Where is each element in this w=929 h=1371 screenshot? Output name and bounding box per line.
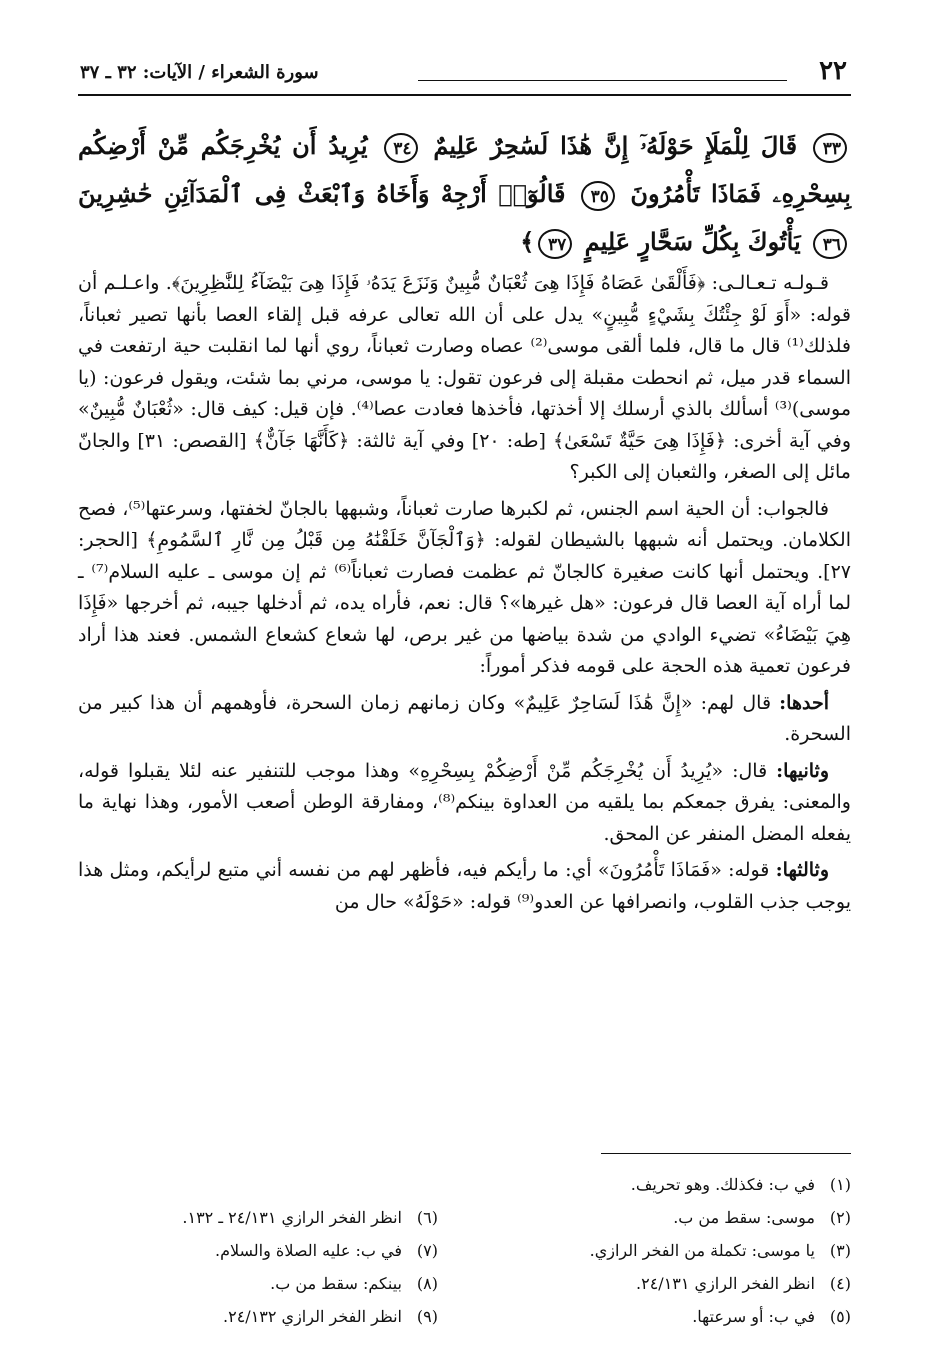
ayah-text: يَأْتُوكَ بِكُلِّ سَحَّارٍ عَلِيمٍ — [584, 227, 801, 256]
footnote-number: (٥) — [829, 1307, 851, 1326]
footnote — [491, 1234, 851, 1267]
ayah-text: قَالَ لِلْمَلَإِ حَوْلَهُۥٓ إِنَّ هَٰذَا لَسَٰحِرٌ عَلِيمٌ — [433, 131, 798, 160]
footnote — [108, 1201, 438, 1234]
footnote-text: في ب: عليه الصلاة والسلام. — [214, 1241, 402, 1260]
footnote-number: (٩) — [416, 1307, 438, 1326]
ayah-text: قَالُوٓا۟ أَرْجِهْ وَأَخَاهُ وَٱبْعَثْ فِى ٱلْمَدَآئِنِ حَٰشِرِينَ — [78, 179, 566, 208]
footnote — [108, 1234, 438, 1267]
paragraph-lead: وثالثها: — [775, 859, 829, 881]
footnotes-column-left — [108, 1201, 438, 1333]
running-title: سورة الشعراء / الآيات: ٣٢ ـ ٣٧ — [80, 62, 319, 83]
paragraph: قـولـه تـعـالـى: ﴿فَأَلْقَىٰ عَصَاهُ فَإِذَا هِىَ ثُعْبَانٌ مُّبِينٌ وَنَزَعَ يَدَهُۥ فَإِذَا هِىَ بَيْضَآءُ لِلنَّٰظِرِينَ﴾. واعـلـم أن قوله: «أَوَ لَوْ جِئْتُكَ بِشَيْءٍ مُّبِينٍ» يدل على أن الله تعالى عرفه قبل إلقاء العصا بأنها تصير ثعباناً، فلذلك⁽¹⁾ قال ما قال، فلما ألقى موسى⁽²⁾ عصاه وصارت ثعباناً، روي أنها لما انقلبت حية ارتفعت في السماء قدر ميل، ثم انحطت مقبلة إلى فرعون تقول: يا موسى، مرني بما شئت، ويقول فرعون: (يا موسى)⁽³⁾ أسألك بالذي أرسلك إلا أخذتها، فأخذها فعادت عصا⁽⁴⁾. فإن قيل: كيف قال: «ثُعْبَانٌ مُّبِينٌ» وفي آية أخرى: ﴿فَإِذَا هِىَ حَيَّةٌ تَسْعَىٰ﴾ [طه: ٢٠] وفي آية ثالثة: ﴿كَأَنَّهَا جَآنٌّ﴾ [القصص: ٣١] والجانّ مائل إلى الصغر، والثعبان إلى الكبر؟ — [78, 272, 851, 483]
page-header — [78, 54, 851, 96]
footnote-number: (١) — [829, 1175, 851, 1194]
footnote-text: في ب: فكذلك. وهو تحريف. — [630, 1175, 815, 1194]
footnote-number: (٣) — [829, 1241, 851, 1260]
quran-verses — [78, 122, 851, 266]
paragraph — [78, 756, 851, 851]
quran-close-bracket: ﴾ — [520, 227, 535, 256]
paragraph-lead: وثانيها: — [776, 759, 829, 782]
paragraph — [78, 855, 851, 918]
ayah-number: ٣٥ — [581, 181, 615, 211]
paragraph — [78, 688, 851, 751]
footnote — [491, 1168, 851, 1201]
footnote-number: (٦) — [416, 1208, 438, 1227]
footnote-text: انظر الفخر الرازي ٢٤/١٣٢. — [223, 1307, 402, 1326]
header-rule — [418, 80, 787, 81]
footnote-text: انظر الفخر الرازي ٢٤/١٣١ ـ ١٣٢. — [182, 1208, 402, 1227]
paragraph-text: قال لهم: «إِنَّ هَٰذَا لَسَاحِرٌ عَلِيمٌ» وكان زمانهم زمان السحرة، فأوهمهم أن هذا كبير من السحرة. — [78, 691, 851, 745]
ayah-text: يُرِيدُ أَن يُخْرِجَكُم مِّنْ أَرْضِكُم بِسِحْرِهِۦ فَمَاذَا تَأْمُرُونَ — [78, 131, 851, 208]
footnote — [491, 1300, 851, 1333]
paragraph: فالجواب: أن الحية اسم الجنس، ثم لكبرها صارت ثعباناً، وشبهها بالجانّ لخفتها، وسرعتها⁽⁵⁾، فصح الكلامان. ويحتمل أنه شبهها بالشيطان لقوله: ﴿وَٱلْجَآنَّ خَلَقْنَٰهُ مِن قَبْلُ مِن نَّارِ ٱلسَّمُومِ﴾ [الحجر: ٢٧]. ويحتمل أنها كانت صغيرة كالجانّ ثم عظمت فصارت ثعباناً⁽⁶⁾ ثم إن موسى ـ عليه السلام⁽⁷⁾ ـ لما أراه آية العصا قال فرعون: «هل غيرها»؟ قال: نعم، فأراه يده، ثم أدخلها جيبه، ثم أخرجها «فَإِذَا هِيَ بَيْضَاءُ» تضيء الوادي من شدة بياضها من غير برص، لها شعاع كشعاع الشمس. فعند هذا أراد فرعون تعمية هذه الحجة على قومه فذكر أموراً: — [78, 497, 852, 677]
footnote — [108, 1300, 438, 1333]
paragraph-lead: أحدها: — [779, 691, 829, 714]
footnote-text: بينكم: سقط من ب. — [270, 1274, 402, 1293]
paragraph-text: قوله: «فَمَاذَا تَأْمُرُونَ» أي: ما رأيكم فيه، فأظهر لهم من نفسه أني متبع لرأيكم، ومثل هذا يوجب جذب القلوب، وانصرافها عن العدو⁽⁹⁾ قوله: «حَوْلَهُ» حال من — [78, 859, 851, 913]
ayah-number: ٣٤ — [384, 133, 418, 163]
commentary-body — [78, 268, 851, 923]
footnote-text: في ب: أو سرعتها. — [692, 1307, 815, 1326]
footnote-rule — [601, 1153, 851, 1154]
footnote — [108, 1267, 438, 1300]
ayah-number: ٣٣ — [813, 133, 847, 163]
footnote-text: يا موسى: تكملة من الفخر الرازي. — [589, 1241, 815, 1260]
footnote-text: انظر الفخر الرازي ٢٤/١٣١. — [636, 1274, 815, 1293]
footnote-number: (٧) — [416, 1241, 438, 1260]
footnote-number: (٢) — [829, 1208, 851, 1227]
footnote-number: (٤) — [829, 1274, 851, 1293]
paragraph-text: قال: «يُرِيدُ أَن يُخْرِجَكُم مِّنْ أَرْضِكُمْ بِسِحْرِهِ» وهذا موجب للتنفير عنه لئلا يقبلوا قوله، والمعنى: يفرق جمعكم بما يلقيه من العداوة بينكم⁽⁸⁾، ومفارقة الوطن أصعب الأمور، وهذا نهاية ما يفعله المضل المنفر عن المحق. — [78, 759, 851, 845]
ayah-number: ٣٧ — [538, 229, 572, 259]
ayah-number: ٣٦ — [813, 229, 847, 259]
footnote-text: موسى: سقط من ب. — [673, 1208, 815, 1227]
footnote — [491, 1267, 851, 1300]
page-number: ٢٢ — [819, 56, 847, 86]
footnotes — [78, 1168, 851, 1338]
footnote-number: (٨) — [416, 1274, 438, 1293]
footnote — [491, 1201, 851, 1234]
footnotes-column-right — [491, 1168, 851, 1333]
